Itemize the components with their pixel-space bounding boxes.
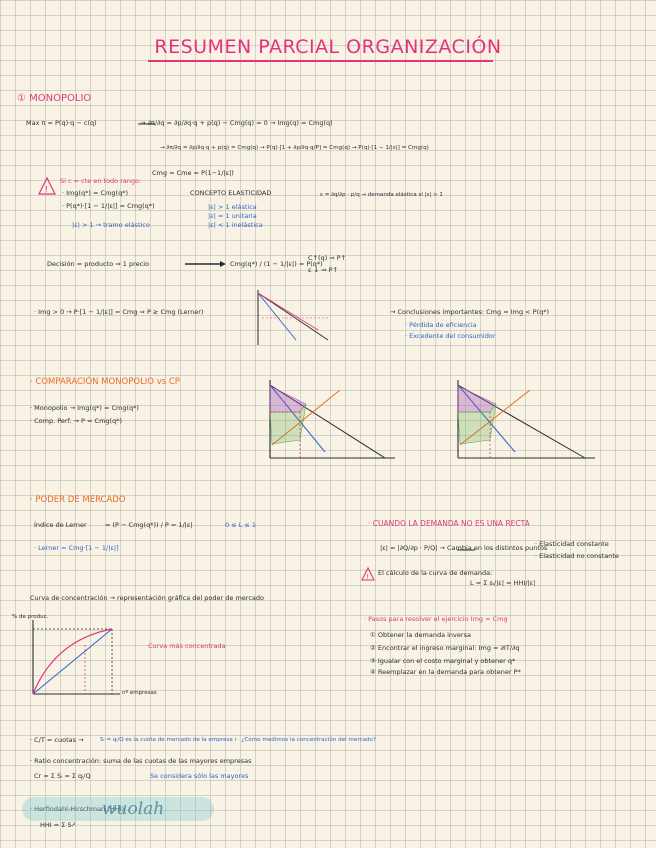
decision-text: Decisión = producto ⇒ 1 precio — [47, 260, 150, 268]
step-4: ④ Reemplazar en la demanda para obtener P* — [370, 668, 521, 676]
concentration-curve-graph — [33, 620, 120, 694]
lerner-range: 0 ≤ L ≤ 1 — [225, 521, 257, 529]
warning-line-3: · P(q*)·[1 − 1/|ε|] = Cmg(q*) — [62, 202, 155, 210]
elasticity-case-2: |ε| = 1 unitaria — [208, 212, 257, 220]
lerner-formula: = (P − Cmg(q*)) / P = 1/|ε| — [105, 521, 193, 529]
demand-note-1: · Elasticidad constante — [535, 540, 609, 548]
warning-line-4: |ε| > 1 → tramo elástico — [72, 221, 150, 229]
markup-derivation: → ∂π/∂q = ∂p/∂q·q + p(q) = Cmg(q) → P(q)·[1 + ∂p/∂q·q/P] = Cmg(q) → P(q)·[1 − 1/|ε|] = Cmg(q) — [160, 145, 429, 151]
demand-not-linear-heading: · CUANDO LA DEMANDA NO ES UNA RECTA — [368, 519, 530, 528]
profit-max-formula: Max π = P(q)·q − c(q) — [26, 119, 97, 127]
svg-text:!: ! — [366, 573, 369, 581]
step-1: ① Obtener la demanda inversa — [370, 631, 471, 639]
decision-case-2: ε ↓ ⇒ P↑ — [308, 266, 338, 274]
elasticity-formula: ε = ∂q/∂p · p/q → demanda elástica si |ε| > 1 — [320, 192, 443, 198]
bottom-line-1-left: · C/T = cuotas → — [30, 736, 84, 744]
elasticity-label: CONCEPTO ELASTICIDAD — [190, 189, 272, 197]
bottom-line-3-blue: Se considera sólo las mayores — [150, 772, 249, 780]
warning-side-note: Cmg = Cme = P(1−1/|ε|) — [152, 169, 234, 177]
svg-text:!: ! — [45, 185, 49, 194]
curve-y-label: % de produc. — [12, 614, 49, 620]
demand-elasticity-formula: |ε| = |∂Q/∂p · P/Q| → Cambia en los distintos puntos — [380, 544, 548, 552]
bottom-line-1-blue: Sᵢ = qᵢ/Q es la cuota de mercado de la empresa i · ¿Cómo medimos la concentración del mercado? — [100, 737, 376, 743]
page-title: RESUMEN PARCIAL ORGANIZACIÓN — [154, 36, 502, 58]
decision-case-1: C↑(q) ⇒ P↑ — [308, 254, 347, 262]
demand-warning: El cálculo de la curva de demanda: — [378, 569, 493, 577]
elasticity-case-3: |ε| < 1 inelástica — [208, 221, 263, 229]
curve-legend: Curva más concentrada — [148, 642, 226, 650]
warning-icon-2 — [362, 568, 374, 581]
markup-graph — [258, 290, 330, 345]
step-2: ② Encontrar el ingreso marginal: Img = ∂IT/∂q — [370, 644, 520, 652]
concentration-curve-label: Curva de concentración → representación gráfica del poder de mercado — [30, 594, 264, 602]
warning-line-2: · Img(q*) = Cmg(q*) — [62, 189, 128, 197]
curve-x-label: nº empresas — [122, 690, 157, 696]
bottom-line-3-left: Cr = Σ Sᵢ = Σ qᵢ/Q — [34, 772, 91, 780]
lerner-note: · Lerner = Cmg·[1 − 1/|ε|] — [34, 544, 119, 552]
lerner-markup: · Img > 0 → P·[1 − 1/|ε|] = Cmg ⇒ P ≥ Cmg (Lerner) — [34, 308, 204, 316]
conclusion-2: · Excedente del consumidor — [405, 332, 496, 340]
decision-formula: Cmg(q*) / (1 − 1/|ε|) = P(q*) — [230, 260, 323, 268]
comparacion-line-1: · Monopolio → Img(q*) = Cmg(q*) — [30, 404, 139, 412]
demand-formula-2: L = Σ sᵢ/|ε| = HHI/|ε| — [470, 579, 536, 587]
section-heading-monopolio: ① MONOPOLIO — [17, 93, 92, 104]
warning-icon-1 — [39, 178, 55, 194]
section-heading-poder: · PODER DE MERCADO — [30, 495, 126, 505]
bottom-line-5: HHI = Σ Sᵢ² — [40, 821, 76, 829]
first-order-condition: → ∂π/∂q = ∂p/∂q·q + p(q) − Cmg(q) = 0 → Img(q) = Cmg(q) — [140, 119, 333, 127]
step-3: ③ Igualar con el costo marginal y obtener q* — [370, 657, 516, 665]
conclusion-1: · Pérdida de eficiencia — [405, 321, 477, 329]
demand-note-2: · Elasticidad no constante — [535, 552, 619, 560]
warning-title: Si c = cte en todo rango: — [60, 177, 142, 185]
comparison-graph-monopoly — [270, 380, 395, 458]
bottom-line-4: · Herfindahl-Hirschman (HHI) — [30, 805, 124, 813]
comparison-graph-competition — [458, 380, 595, 458]
conclusions: → Conclusiones importantes: Cmg = Img < P(q*) — [390, 308, 550, 316]
comparacion-line-2: · Comp. Perf. → P = Cmg(q*) — [30, 417, 122, 425]
bottom-line-2: · Ratio concentración: suma de las cuotas de las mayores empresas — [30, 757, 252, 765]
steps-heading: · Pasos para resolver el ejercicio Img = Cmg — [364, 615, 508, 623]
section-heading-comparacion: · COMPARACIÓN MONOPOLIO vs CP — [30, 377, 180, 387]
brand-watermark — [22, 797, 214, 821]
brand-logo-text: wuolah — [102, 799, 165, 819]
lerner-label: Índice de Lerner — [34, 521, 87, 529]
elasticity-case-1: |ε| > 1 elástica — [208, 203, 257, 211]
